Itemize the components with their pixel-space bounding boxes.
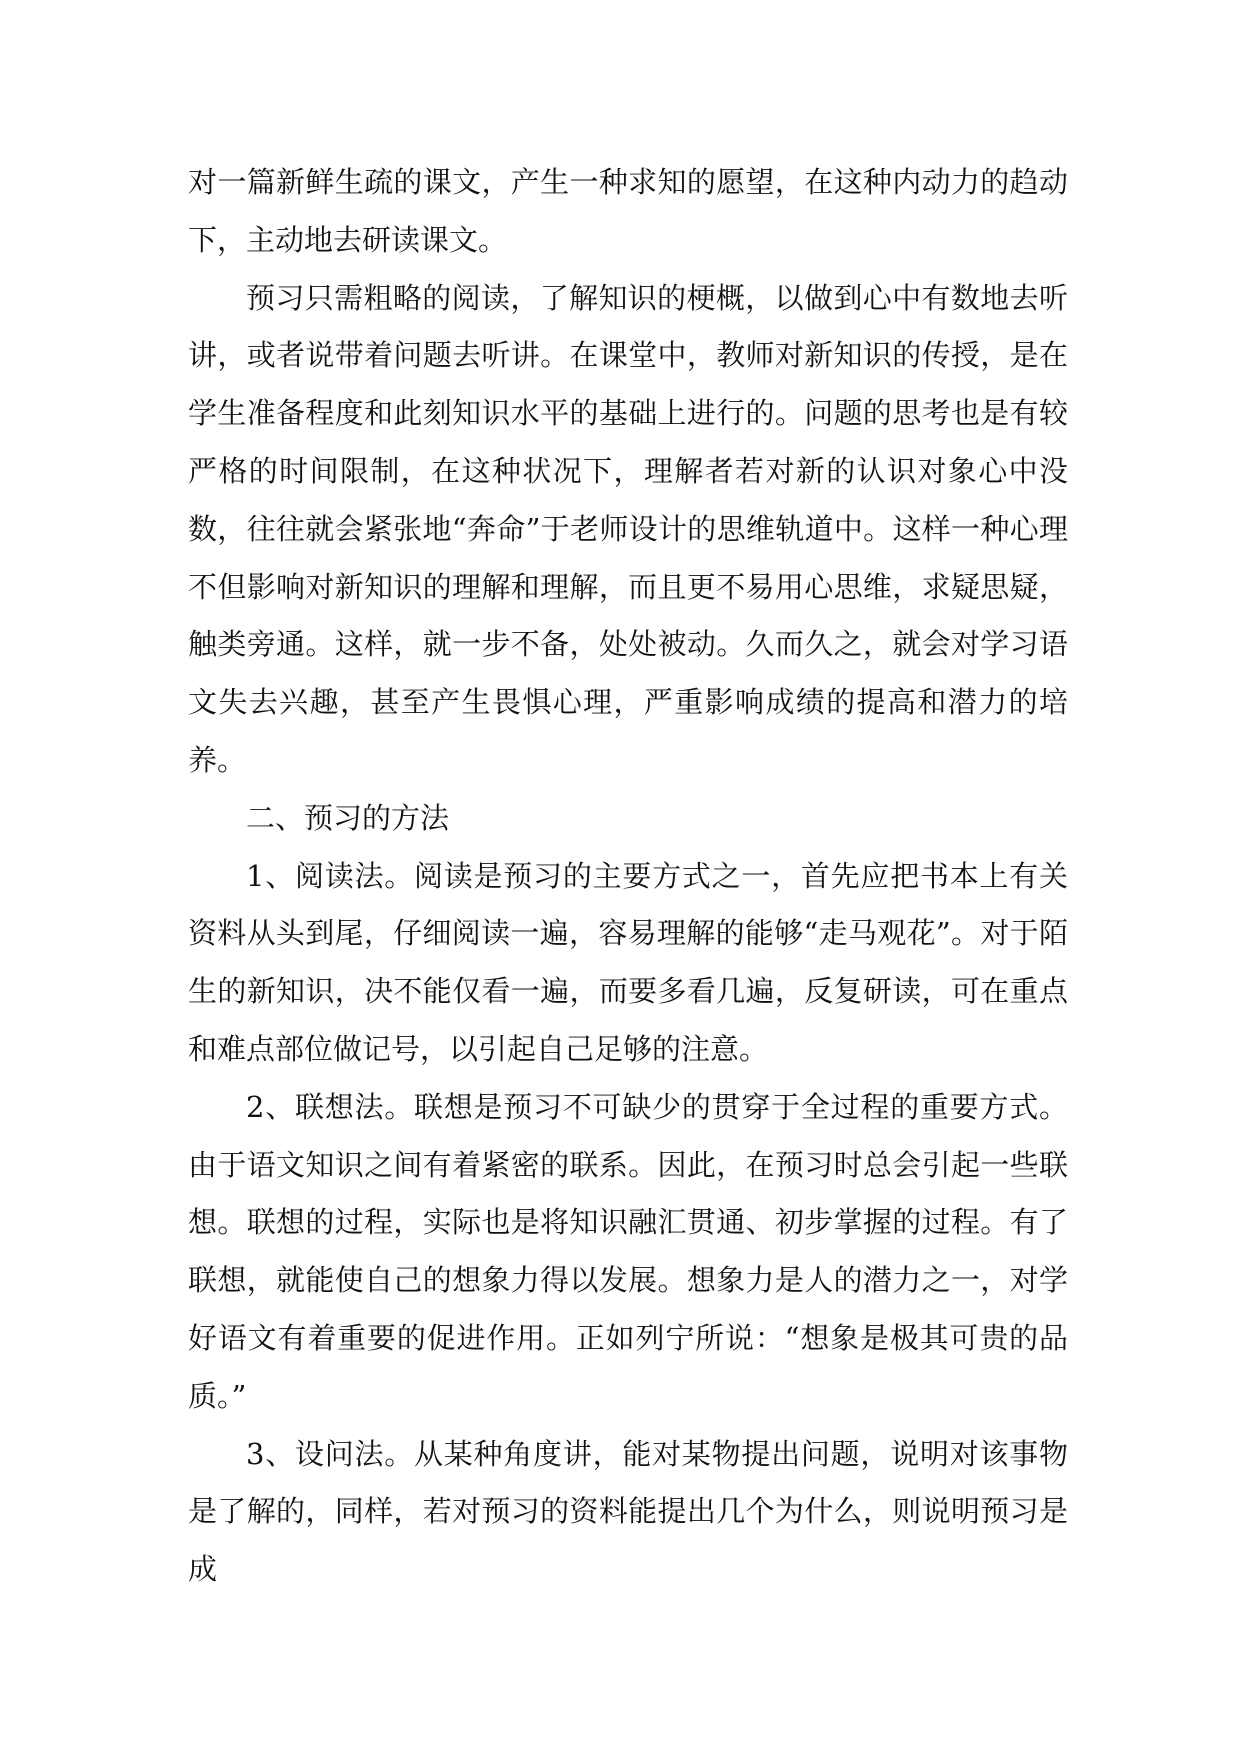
paragraph-1: 对一篇新鲜生疏的课文，产生一种求知的愿望，在这种内动力的趋动下，主动地去研读课文。	[188, 165, 1068, 257]
paragraph-association-method: 2、联想法。联想是预习不可缺少的贯穿于全过程的重要方式。由于语文知识之间有着紧密的联系。因此，在预习时总会引起一些联想。联想的过程，实际也是将知识融汇贯通、初步掌握的过程。有了联想，就能使自己的想象力得以发展。想象力是人的潜力之一，对学好语文有着重要的促进作用。正如列宁所说：“想象是极其可贵的品质。”	[188, 1089, 1068, 1413]
section-heading: 二、预习的方法	[246, 800, 450, 835]
paragraph-reading-method: 1、阅读法。阅读是预习的主要方式之一，首先应把书本上有关资料从头到尾，仔细阅读一遍，容易理解的能够“走马观花”。对于陌生的新知识，决不能仅看一遍，而要多看几遍，反复研读，可在重点和难点部位做记号，以引起自己足够的注意。	[188, 858, 1068, 1066]
document-body	[188, 154, 1068, 1599]
paragraph-questioning-method: 3、设问法。从某种角度讲，能对某物提出问题，说明对该事物是了解的，同样，若对预习的资料能提出几个为什么，则说明预习是成	[188, 1436, 1068, 1587]
paragraph-2: 预习只需粗略的阅读，了解知识的梗概，以做到心中有数地去听讲，或者说带着问题去听讲。在课堂中，教师对新知识的传授，是在学生准备程度和此刻知识水平的基础上进行的。问题的思考也是有较严格的时间限制，在这种状况下，理解者若对新的认识对象心中没数，往往就会紧张地“奔命”于老师设计的思维轨道中。这样一种心理不但影响对新知识的理解和理解，而且更不易用心思维，求疑思疑，触类旁通。这样，就一步不备，处处被动。久而久之，就会对学习语文失去兴趣，甚至产生畏惧心理，严重影响成绩的提高和潜力的培养。	[188, 280, 1068, 777]
